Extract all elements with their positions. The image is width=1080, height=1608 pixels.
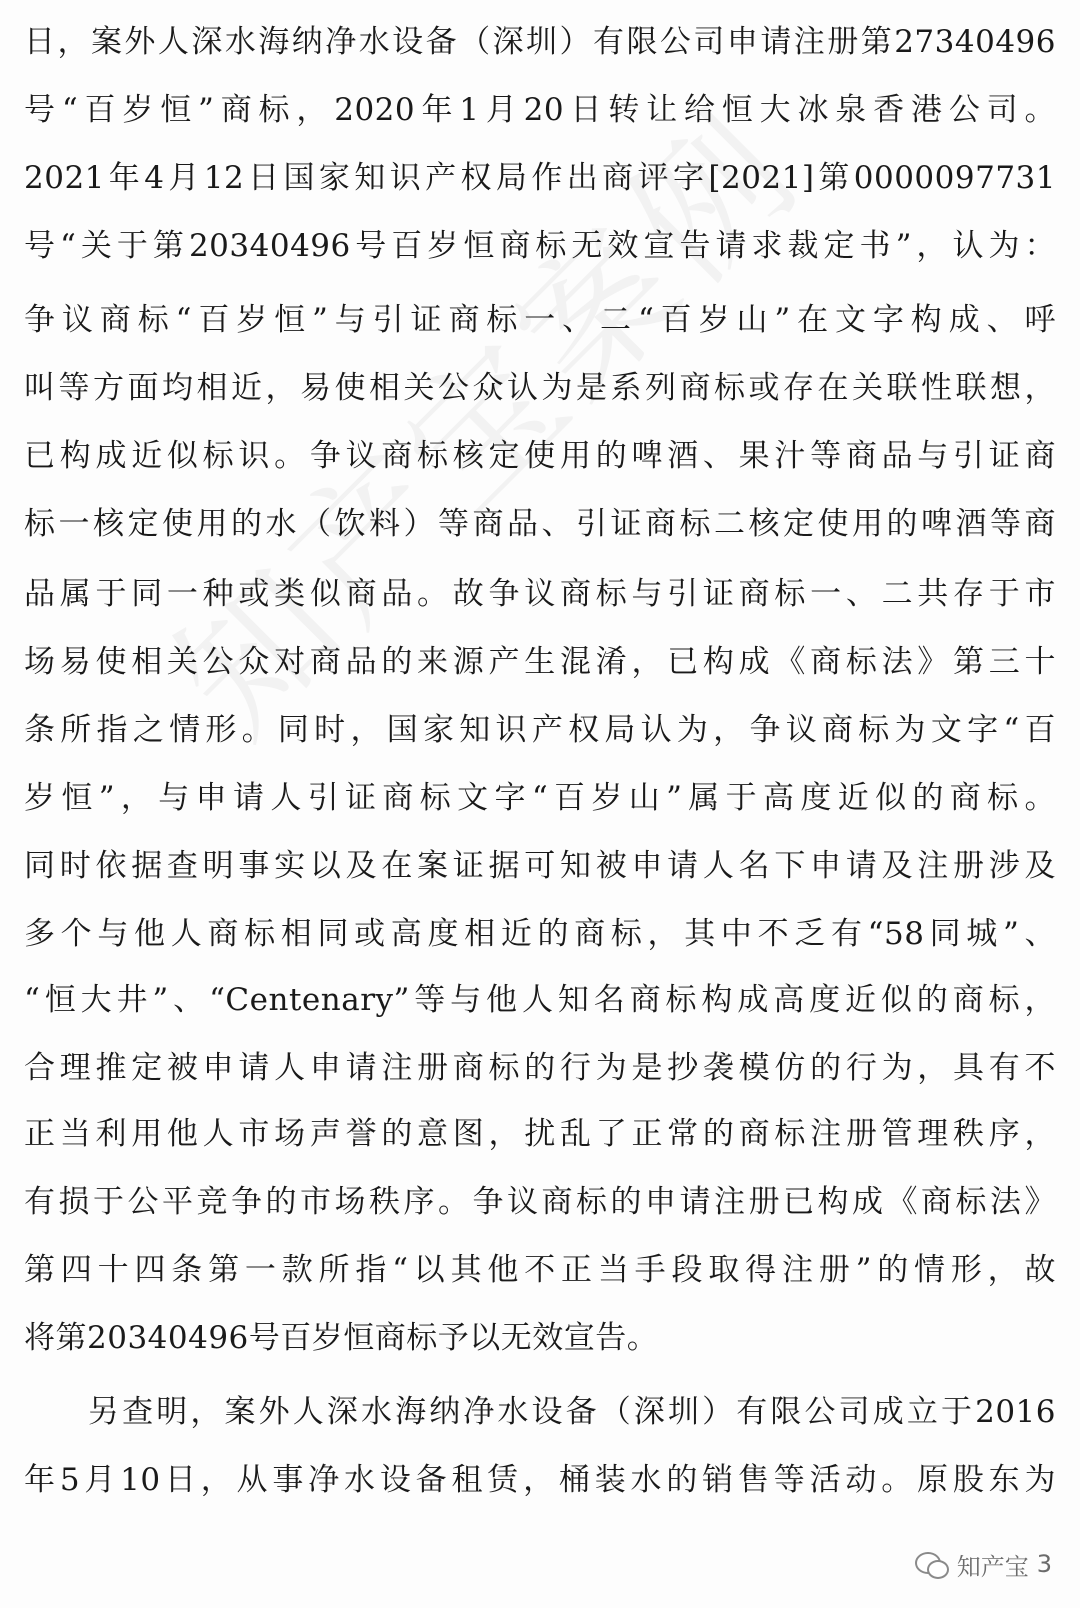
paragraph-line: 合理推定被申请人申请注册商标的行为是抄袭模仿的行为，具有不 [24,1050,1056,1086]
paragraph-line: 已构成近似标识。争议商标核定使用的啤酒、果汁等商品与引证商 [24,438,1056,474]
paragraph-line: 年5月10日，从事净水设备租赁，桶装水的销售等活动。原股东为 [24,1462,1056,1498]
wechat-icon [915,1550,949,1578]
paragraph-line: 正当利用他人市场声誉的意图，扰乱了正常的商标注册管理秩序， [24,1116,1056,1152]
paragraph-line: 争议商标“百岁恒”与引证商标一、二“百岁山”在文字构成、呼 [24,302,1056,338]
paragraph-line: 条所指之情形。同时，国家知识产权局认为，争议商标为文字“百 [24,712,1056,748]
paragraph-line: 岁恒”，与申请人引证商标文字“百岁山”属于高度近似的商标。 [24,780,1056,816]
paragraph-line: 品属于同一种或类似商品。故争议商标与引证商标一、二共存于市 [24,576,1056,612]
footer-watermark [915,1544,1052,1584]
paragraph-line: 将第20340496号百岁恒商标予以无效宣告。 [24,1320,659,1356]
paragraph-line: 号“百岁恒”商标，2020年1月20日转让给恒大冰泉香港公司。 [24,92,1056,128]
footer-brand: 知产宝 [956,1552,1029,1581]
paragraph-line: 有损于公平竞争的市场秩序。争议商标的申请注册已构成《商标法》 [24,1184,1056,1220]
paragraph-line: 同时依据查明事实以及在案证据可知被申请人名下申请及注册涉及 [24,848,1056,884]
paragraph-line: 另查明，案外人深水海纳净水设备（深圳）有限公司成立于2016 [88,1394,1056,1430]
page-number: 3 [1036,1550,1052,1578]
paragraph-line: “恒大井”、“Centenary”等与他人知名商标构成高度近似的商标， [24,982,1056,1018]
paragraph-line: 标一核定使用的水（饮料）等商品、引证商标二核定使用的啤酒等商 [24,506,1056,542]
paragraph-line: 叫等方面均相近，易使相关公众认为是系列商标或存在关联性联想， [24,370,1056,406]
paragraph-line: 场易使相关公众对商品的来源产生混淆，已构成《商标法》第三十 [24,644,1056,680]
paragraph-line: 第四十四条第一款所指“以其他不正当手段取得注册”的情形，故 [24,1252,1056,1288]
paragraph-line: 号“关于第20340496号百岁恒商标无效宣告请求裁定书”，认为： [24,228,1056,264]
paragraph-line: 日，案外人深水海纳净水设备（深圳）有限公司申请注册第27340496 [24,24,1056,60]
paragraph-line: 2021年4月12日国家知识产权局作出商评字[2021]第0000097731 [24,160,1056,196]
paragraph-line: 多个与他人商标相同或高度相近的商标，其中不乏有“58同城”、 [24,916,1056,952]
